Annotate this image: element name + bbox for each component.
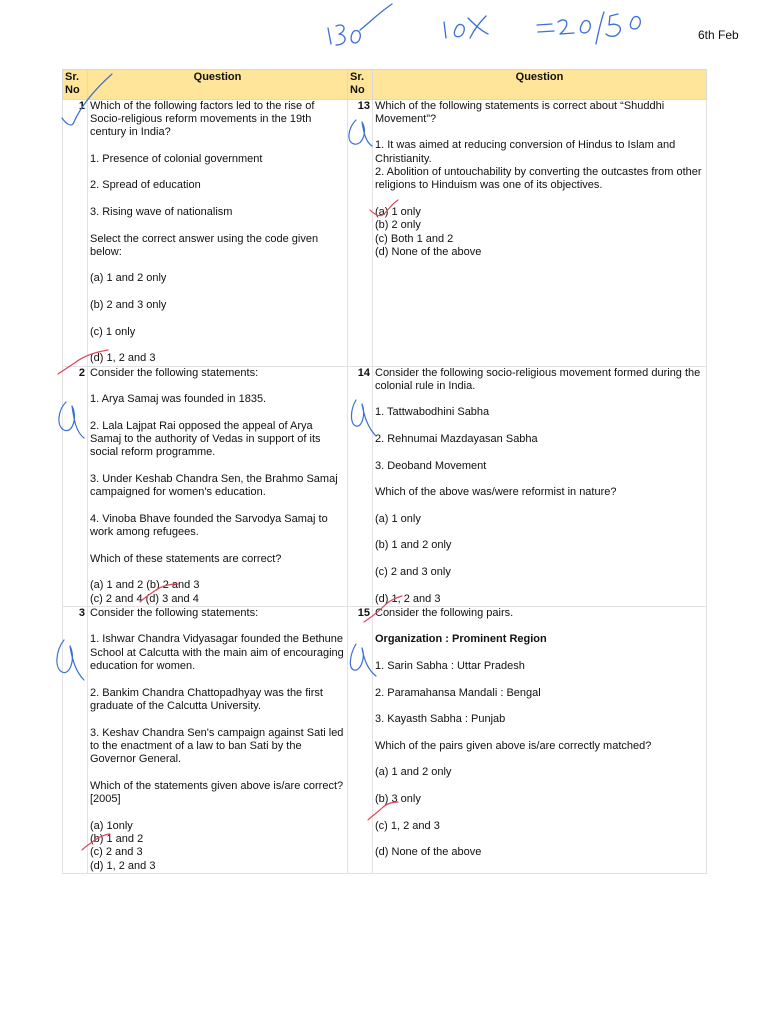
question-text-block: (b) 1 and 2 only bbox=[375, 539, 452, 552]
date-label: 6th Feb bbox=[698, 28, 739, 42]
question-text-block: 4. Vinoba Bhave founded the Sarvodya Samaj to work among refugees. bbox=[90, 512, 328, 539]
question-text-block: 1. Ishwar Chandra Vidyasagar founded the Bethune School at Calcutta with the main aim of encouraging education for women. bbox=[90, 633, 344, 673]
question-table bbox=[62, 69, 707, 874]
question-text-block: Which of the pairs given above is/are correctly matched? bbox=[375, 739, 652, 752]
question-header: Question bbox=[373, 70, 707, 100]
question-text-block: (c) 1, 2 and 3 bbox=[375, 819, 440, 832]
question-text-block: Consider the following socio-religious movement formed during the colonial rule in India. bbox=[375, 366, 701, 392]
handwritten-score bbox=[0, 0, 768, 60]
question-text-block: 3. Keshav Chandra Sen's campaign against Sati led to the enactment of a law to ban Sati by the Governor General. bbox=[90, 726, 344, 766]
sr-no-header: Sr. No bbox=[63, 70, 88, 100]
table-row bbox=[63, 606, 707, 873]
question-text-block: (c) 2 and 3 bbox=[90, 846, 143, 859]
question-text-block: Consider the following pairs. bbox=[375, 606, 514, 619]
question-text-block: (a) 1 and 2 only bbox=[375, 766, 452, 779]
question-number: 1 bbox=[63, 99, 88, 366]
question-text-block: (d) None of the above bbox=[375, 245, 482, 258]
question-text-block: (a) 1 only bbox=[375, 512, 421, 525]
sr-no-header: Sr. No bbox=[348, 70, 373, 100]
table-row bbox=[63, 99, 707, 366]
question-text-block: (b) 3 only bbox=[375, 793, 421, 806]
question-text-block: 1. Arya Samaj was founded in 1835. bbox=[90, 393, 267, 406]
question-text-block: Organization : Prominent Region bbox=[375, 633, 547, 646]
question-text-block: (c) 1 only bbox=[90, 325, 136, 338]
question-cell bbox=[373, 606, 707, 873]
question-text-block: Which of the following factors led to the rise of Socio-religious reform movements in the 19th century in India? bbox=[90, 99, 315, 139]
question-number: 15 bbox=[348, 606, 373, 873]
question-text-block: (d) 1, 2 and 3 bbox=[90, 352, 156, 365]
question-text-block: Consider the following statements: bbox=[90, 606, 259, 619]
question-text-block: 2. Abolition of untouchability by converting the outcastes from other religions to Hinduism was one of its objectives. bbox=[375, 166, 702, 192]
question-text-block: Which of these statements are correct? bbox=[90, 552, 282, 565]
question-number: 13 bbox=[348, 99, 373, 366]
question-text-block: (c) 2 and 3 only bbox=[375, 565, 451, 578]
question-text-block: 2. Paramahansa Mandali : Bengal bbox=[375, 686, 541, 699]
table-row bbox=[63, 366, 707, 606]
question-text-block: (b) 2 and 3 only bbox=[90, 299, 167, 312]
question-text-block: (b) 2 only bbox=[375, 219, 421, 232]
question-cell bbox=[373, 99, 707, 366]
question-text-block: 1. Tattwabodhini Sabha bbox=[375, 406, 490, 419]
question-text-block: Which of the above was/were reformist in nature? bbox=[375, 486, 617, 499]
question-text-block: (d) 1, 2 and 3 bbox=[375, 592, 441, 605]
question-text-block: (d) 1, 2 and 3 bbox=[90, 859, 156, 872]
question-number: 2 bbox=[63, 366, 88, 606]
question-text-block: Which of the statements given above is/are correct? [2005] bbox=[90, 779, 344, 806]
question-text-block: Consider the following statements: bbox=[90, 366, 259, 379]
question-text-block: 3. Rising wave of nationalism bbox=[90, 205, 233, 218]
question-cell bbox=[373, 366, 707, 606]
question-text-block: Select the correct answer using the code given below: bbox=[90, 232, 319, 258]
question-text-block: 1. Presence of colonial government bbox=[90, 152, 263, 165]
question-cell bbox=[88, 99, 348, 366]
question-text-block: Which of the following statements is correct about “Shuddhi Movement”? bbox=[375, 99, 665, 125]
question-text-block: 1. Sarin Sabha : Uttar Pradesh bbox=[375, 660, 525, 673]
question-text-block: 2. Lala Lajpat Rai opposed the appeal of Arya Samaj to the authority of Vedas in support of its social reform programme. bbox=[90, 419, 321, 459]
question-text-block: 2. Bankim Chandra Chattopadhyay was the first graduate of the Calcutta University. bbox=[90, 686, 323, 712]
question-text-block: (c) Both 1 and 2 bbox=[375, 232, 454, 245]
question-text-block: 3. Deoband Movement bbox=[375, 459, 487, 472]
question-text-block: 3. Under Keshab Chandra Sen, the Brahmo Samaj campaigned for women's education. bbox=[90, 472, 338, 499]
question-text-block: 3. Kayasth Sabha : Punjab bbox=[375, 713, 506, 726]
question-text-block: (a) 1only bbox=[90, 819, 133, 832]
question-text-block: 2. Spread of education bbox=[90, 179, 201, 192]
question-cell bbox=[88, 366, 348, 606]
table-header-row bbox=[63, 70, 707, 100]
question-text-block: (a) 1 and 2 only bbox=[90, 272, 167, 285]
question-header: Question bbox=[88, 70, 348, 100]
question-text-block: (b) 1 and 2 bbox=[90, 832, 144, 845]
question-text-block: (d) None of the above bbox=[375, 846, 482, 859]
question-text-block: (c) 2 and 4 (d) 3 and 4 bbox=[90, 592, 199, 605]
question-text-block: (a) 1 only bbox=[375, 205, 421, 218]
question-text-block: 1. It was aimed at reducing conversion of Hindus to Islam and Christianity. bbox=[375, 139, 676, 165]
question-text-block: (a) 1 and 2 (b) 2 and 3 bbox=[90, 579, 200, 592]
question-number: 3 bbox=[63, 606, 88, 873]
question-number: 14 bbox=[348, 366, 373, 606]
question-cell bbox=[88, 606, 348, 873]
question-text-block: 2. Rehnumai Mazdayasan Sabha bbox=[375, 433, 538, 446]
